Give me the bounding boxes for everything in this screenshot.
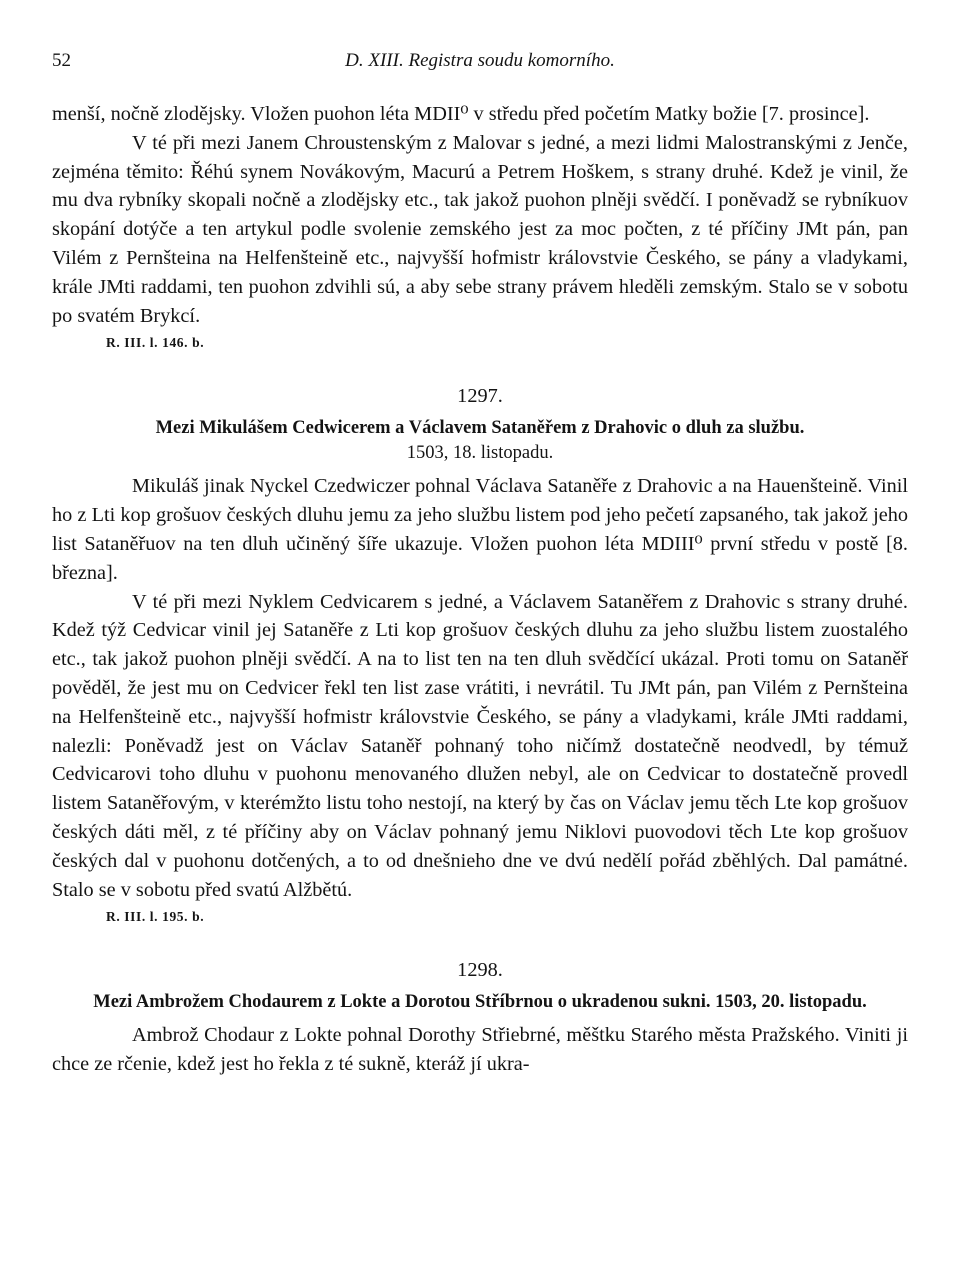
running-header [52,50,908,74]
page-body [52,100,908,1079]
archive-reference-1297: R. III. l. 195. b. [106,909,205,925]
entry-date-1297: 1503, 18. listopadu. [406,443,554,464]
archive-reference: R. III. l. 146. b. [106,335,205,351]
entry-1298-paragraph-1: Ambrož Chodaur z Lokte pohnal Dorothy Střiebrné, měštku Starého města Pražského. Viniti ji chce ze rčenie, kdež jest ho řekla z té sukně, kteráž jí ukra- [52,1024,908,1076]
entry-number-1297: 1297. [457,385,503,408]
entry-1297-paragraph-1: Mikuláš jinak Nyckel Czedwiczer pohnal Václava Sataněře z Drahovic a na Hauenšteině. Vinil ho z Lti kop grošuov českých dluhu jemu za jeho službu listem pod jeho pečetí zapsaného, tak jakož jeho list Sataněřuov na ten dluh učiněný šíře ukazuje. Vložen puohon léta MDIII⁰ první středu v postě [8. března]. [52,475,908,584]
entry-1297-paragraph-2: V té při mezi Nyklem Cedvicarem s jedné, a Václavem Sataněřem z Drahovic s strany druhé. Kdež týž Cedvicar vinil jej Sataněře z Lti kop grošuov českých dluhu za jeho službu listem zuostalého etc., tak jakož puohon plněji svědčí. A na to list ten na ten dluh svědčící ukázal. Proti tomu on Sataněř pověděl, že jest mu on Cedvicer řekl ten list zase vrátiti, i nevrátil. Tu JMt pán, pan Vilém z Pernšteina na Helfenšteině etc., najvyšší hofmistr královstvie Českého, se pány a vladykami, krále JMti raddami, nalezli: Poněvadž jest on Václav Sataněř pohnaný toho ničímž dostatečně neodvedl, by témuž Cedvicarovi toho dluhu v puohonu menovaného dlužen nebyl, ale on Cedvicar to dostatečně provedl listem Sataněřovým, v kterémžto listu toho nestojí, na který by čas on Václav jemu těch Lte kop grošuov českých dáti měl, z té příčiny aby on Václav pohnaný jemu Niklovi puovodovi těch Lte kop grošuov českých dal v puohonu dotčených, a to od dnešnieho dne ve dvú nedělí pořád zběhlých. Dal památné. Stalo se v sobotu před svatú Alžbětú. [52,590,908,901]
continued-paragraph: menší, nočně zlodějsky. Vložen puohon léta MDII⁰ v středu před početím Matky božie [7. prosince]. [52,103,870,125]
running-title: D. XIII. Registra soudu komorního. [345,50,615,71]
entry-summary-1298: Mezi Ambrožem Chodaurem z Lokte a Dorotou Stříbrnou o ukradenou sukni. 1503, 20. listopadu. [93,992,867,1013]
entry-1296-paragraph: V té při mezi Janem Chroustenským z Malovar s jedné, a mezi lidmi Malostranskými z Jenče, zejména těmito: Řéhú synem Novákovým, Macurú a Petrem Hoškem, s strany druhé. Kdež je vinil, že mu dva rybníky skopali nočně a zlodějsky etc., tak jakož puohon plněji svědčí. I poněvadž se rybníkuov skopání dotýče a ten artykul podle svolenie zemského jest za moc počten, z té příčiny JMt pán, pan Vilém z Pernšteina na Helfenšteině etc., najvyšší hofmistr královstvie Českého, se pány a vladykami, krále JMti raddami, ten puohon zdvihli sú, a aby sebe strany právem hleděli zemským. Stalo se v sobotu po svatém Brykcí. [52,131,908,327]
entry-summary-1297: Mezi Mikulášem Cedwicerem a Václavem Sataněřem z Drahovic o dluh za službu. [155,418,805,439]
page-number: 52 [52,50,71,71]
entry-number-1298: 1298. [457,959,503,982]
